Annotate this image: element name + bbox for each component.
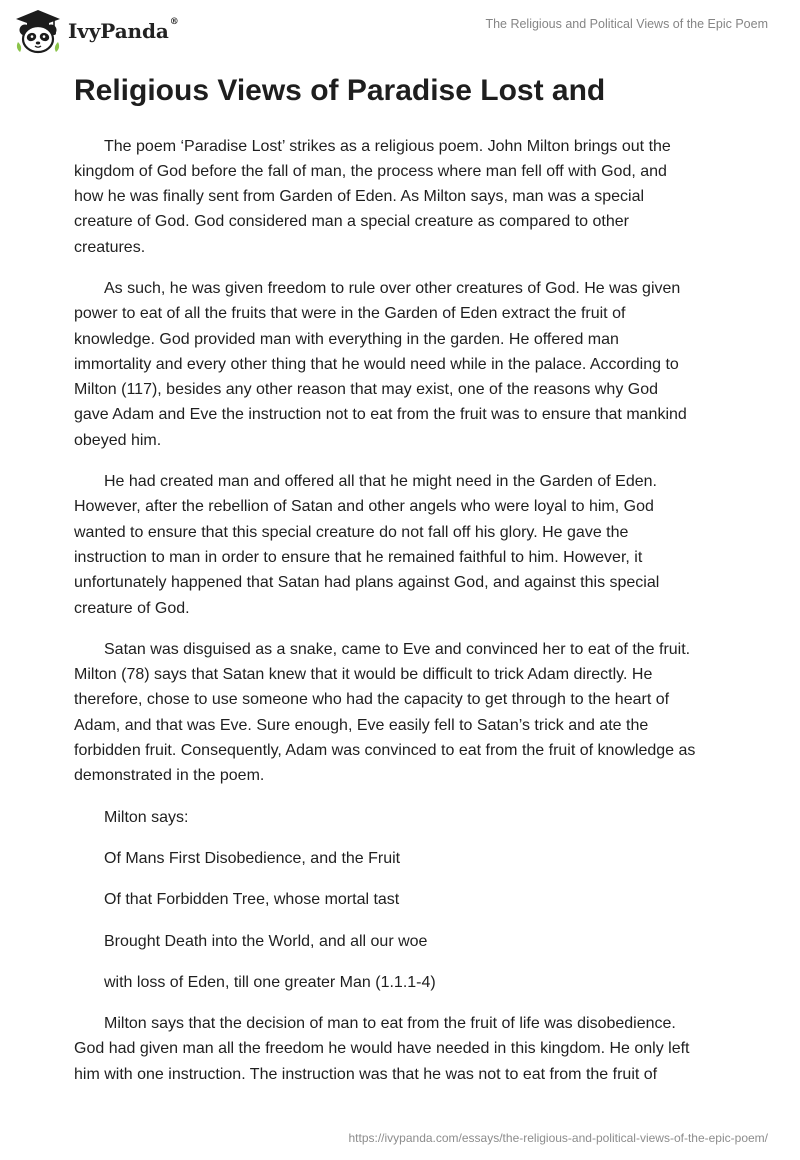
paragraph-line: creature of God.	[74, 599, 190, 617]
paragraph-line: therefore, chose to use someone who had the capacity to get through to the heart of	[74, 691, 670, 709]
paragraph-line: immortality and every other thing that he would need while in the palace. According to	[74, 355, 679, 373]
document-title: The Religious and Political Views of the Epic Poem	[485, 17, 768, 31]
paragraph-line: creature of God. God considered man a special creature as compared to other	[74, 213, 629, 231]
paragraph-line: power to eat of all the fruits that were in the Garden of Eden extract the fruit of	[74, 305, 626, 323]
paragraph-line: Milton (78) says that Satan knew that it would be difficult to trick Adam directly. He	[74, 666, 653, 684]
panda-graduate-icon	[14, 8, 62, 54]
ivypanda-logo[interactable]	[14, 8, 179, 54]
paragraph-line: However, after the rebellion of Satan and other angels who were loyal to him, God	[74, 498, 654, 516]
paragraph-line: creatures.	[74, 238, 146, 256]
paragraph	[74, 134, 734, 260]
verse-line: Brought Death into the World, and all our woe	[104, 932, 428, 950]
verse-intro: Milton says:	[104, 808, 189, 826]
paragraph-line: knowledge. God provided man with everything in the garden. He offered man	[74, 330, 619, 348]
paragraph-line: how he was finally sent from Garden of Eden. As Milton says, man was a special	[74, 188, 645, 206]
paragraph	[74, 637, 734, 789]
verse-line: with loss of Eden, till one greater Man (1.1.1-4)	[104, 973, 436, 991]
article-content	[74, 72, 734, 1103]
paragraph-line: demonstrated in the poem.	[74, 767, 265, 785]
paragraph-line: God had given man all the freedom he would have needed in this kingdom. He only left	[74, 1040, 690, 1058]
paragraph-line: forbidden fruit. Consequently, Adam was convinced to eat from the fruit of knowledge as	[74, 742, 696, 760]
paragraph-line: Adam, and that was Eve. Sure enough, Eve easily fell to Satan’s trick and ate the	[74, 716, 649, 734]
paragraph-line: As such, he was given freedom to rule over other creatures of God. He was given	[104, 279, 681, 297]
verse-line: Of that Forbidden Tree, whose mortal tast	[104, 891, 400, 909]
page-header	[14, 8, 786, 54]
logo-name: IvyPanda	[68, 19, 169, 43]
paragraph-line: kingdom of God before the fall of man, the process where man fell off with God, and	[74, 162, 667, 180]
source-url[interactable]: https://ivypanda.com/essays/the-religious-and-political-views-of-the-epic-poem/	[348, 1131, 768, 1145]
registered-mark: ®	[169, 17, 179, 27]
verse-line: Of Mans First Disobedience, and the Fruit	[104, 849, 401, 867]
paragraph-line: He had created man and offered all that he might need in the Garden of Eden.	[104, 473, 657, 491]
paragraph-line: Milton says that the decision of man to eat from the fruit of life was disobedience.	[104, 1015, 676, 1033]
paragraph-line: him with one instruction. The instruction was that he was not to eat from the fruit of	[74, 1065, 658, 1083]
paragraph	[74, 1011, 734, 1087]
paragraph	[74, 276, 734, 453]
paragraph-line: instruction to man in order to ensure that he remained faithful to him. However, it	[74, 548, 643, 566]
paragraph-line: wanted to ensure that this special creature do not fall off his glory. He gave the	[74, 523, 629, 541]
paragraph	[74, 469, 734, 621]
paragraph-line: obeyed him.	[74, 431, 162, 449]
paragraph-line: The poem ‘Paradise Lost’ strikes as a religious poem. John Milton brings out the	[104, 137, 671, 155]
paragraph-line: gave Adam and Eve the instruction not to eat from the fruit was to ensure that mankind	[74, 406, 687, 424]
paragraph-line: Milton (117), besides any other reason that may exist, one of the reasons why God	[74, 381, 659, 399]
article-heading: Religious Views of Paradise Lost and	[74, 74, 606, 107]
paragraph-line: Satan was disguised as a snake, came to Eve and convinced her to eat of the fruit.	[104, 640, 691, 658]
paragraph-line: unfortunately happened that Satan had plans against God, and against this special	[74, 574, 660, 592]
logo-wordmark	[68, 19, 179, 43]
